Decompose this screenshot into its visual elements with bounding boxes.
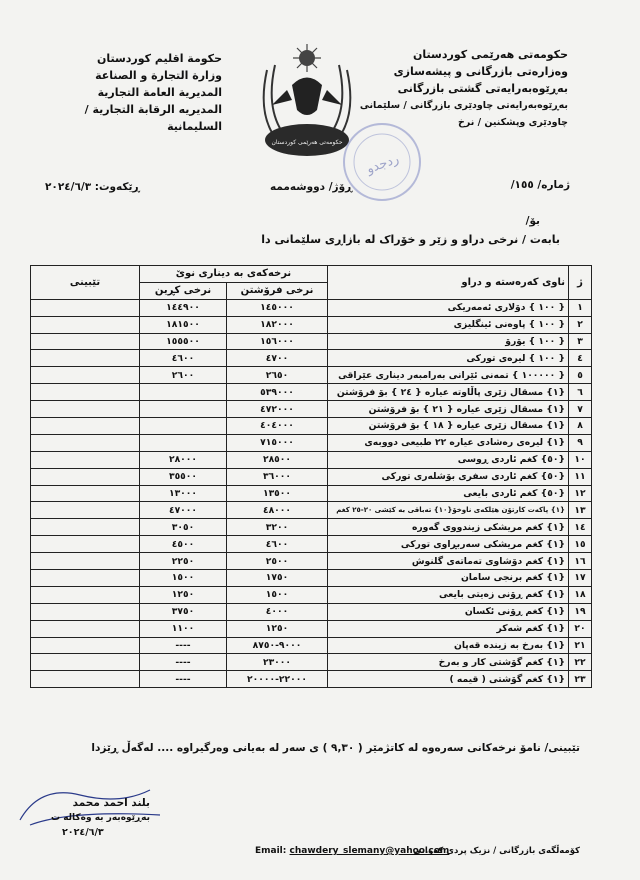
row-number: ٣ bbox=[569, 333, 592, 350]
row-buy-price: ٤٥٠٠ bbox=[140, 536, 227, 553]
row-sell-price: ٢٨٥٠٠ bbox=[227, 451, 328, 468]
row-buy-price: ---- bbox=[140, 671, 227, 688]
header-line: حكومەتی هەرێمی کوردستان bbox=[413, 48, 568, 61]
row-buy-price: ---- bbox=[140, 637, 227, 654]
row-sell-price: ١٥٠٠ bbox=[227, 586, 328, 603]
table-row bbox=[31, 620, 592, 637]
row-sell-price: ١٥٦٠٠٠ bbox=[227, 333, 328, 350]
row-number: ٢٣ bbox=[569, 671, 592, 688]
row-sell-price: ٣٢٠٠ bbox=[227, 519, 328, 536]
row-sell-price: ١٧٥٠ bbox=[227, 570, 328, 587]
row-number: ١٩ bbox=[569, 603, 592, 620]
table-row bbox=[31, 671, 592, 688]
row-sell-price: ٣٦٠٠٠ bbox=[227, 468, 328, 485]
row-item-name: {١} کغم گۆشتی ( قیمە ) bbox=[328, 671, 569, 688]
row-note bbox=[31, 434, 140, 451]
row-buy-price: ١٢٥٠ bbox=[140, 586, 227, 603]
row-note bbox=[31, 367, 140, 384]
row-buy-price bbox=[140, 401, 227, 418]
row-note bbox=[31, 553, 140, 570]
row-number: ٨ bbox=[569, 418, 592, 435]
row-sell-price: ٢٣٠٠٠ bbox=[227, 654, 328, 671]
row-buy-price: ١١٠٠ bbox=[140, 620, 227, 637]
row-item-name: {١} کغم برنجی سامان bbox=[328, 570, 569, 587]
table-row bbox=[31, 502, 592, 519]
footnote: تێبینی/ نامۆ نرخەکانی سەرەوە لە کاتژمێر ( ٩,٣٠ ) ی سەر لە بەیانی وەرگیراوە .... لەگەڵ ڕێزدا bbox=[91, 742, 580, 754]
footer-address: کۆمەڵگەی بازرگانی / نزیک پردی کەوانی bbox=[413, 846, 580, 856]
row-sell-price: ٢٢٠٠٠-٢٠٠٠٠ bbox=[227, 671, 328, 688]
row-note bbox=[31, 603, 140, 620]
row-item-name: {٥٠} کغم ئاردی بایعی bbox=[328, 485, 569, 502]
row-sell-price: ٩٠٠٠-٨٧٥٠ bbox=[227, 637, 328, 654]
row-buy-price bbox=[140, 434, 227, 451]
header-line: چاودێری وپشکنین / نرخ bbox=[457, 117, 568, 128]
row-item-name: {١} کغم گۆشتی کار و بەرخ bbox=[328, 654, 569, 671]
row-sell-price: ٧١٥٠٠٠ bbox=[227, 434, 328, 451]
row-note bbox=[31, 502, 140, 519]
header-line: المديريه الرقابة التجارية / السليمانية bbox=[84, 103, 222, 133]
row-note bbox=[31, 654, 140, 671]
signatory-title: بەڕێوەبەر بە وەکالە ت bbox=[51, 813, 150, 823]
table-row bbox=[31, 536, 592, 553]
table-row bbox=[31, 299, 592, 316]
row-item-name: {١} کغم شەکر bbox=[328, 620, 569, 637]
row-item-name: {١} کغم ڕۆنی زەیتی بایعی bbox=[328, 586, 569, 603]
row-number: ٤ bbox=[569, 350, 592, 367]
header-line: وزارة التجارة و الصناعة bbox=[95, 69, 222, 82]
row-number: ١١ bbox=[569, 468, 592, 485]
col-header-sell: نرخی فرۆشتن bbox=[227, 282, 328, 299]
col-header-no: ژ bbox=[569, 266, 592, 300]
row-number: ٥ bbox=[569, 367, 592, 384]
header-arabic-block bbox=[42, 50, 222, 135]
header-line: حكومة اقليم كوردستان bbox=[96, 52, 222, 65]
row-number: ١٠ bbox=[569, 451, 592, 468]
row-buy-price: ١٣٠٠٠ bbox=[140, 485, 227, 502]
row-item-name: { ١٠٠ } یۆرۆ bbox=[328, 333, 569, 350]
row-number: ١٢ bbox=[569, 485, 592, 502]
header-line: وەزارەتی بازرگانی و پیشەسازی bbox=[393, 65, 568, 78]
row-number: ١٥ bbox=[569, 536, 592, 553]
table-row bbox=[31, 333, 592, 350]
table-row bbox=[31, 603, 592, 620]
table-row bbox=[31, 468, 592, 485]
row-buy-price bbox=[140, 418, 227, 435]
row-item-name: {١} کغم ڕۆنی ئکسان bbox=[328, 603, 569, 620]
row-buy-price: ٣٠٥٠ bbox=[140, 519, 227, 536]
row-sell-price: ٤٨٠٠٠ bbox=[227, 502, 328, 519]
row-sell-price: ٤٠٠٠ bbox=[227, 603, 328, 620]
table-row bbox=[31, 519, 592, 536]
row-item-name: {١} مسقال زێری عیارە { ١٨ } بۆ فرۆشتن bbox=[328, 418, 569, 435]
row-item-name: { ١٠٠ } لیرەی تورکی bbox=[328, 350, 569, 367]
table-row bbox=[31, 586, 592, 603]
row-note bbox=[31, 418, 140, 435]
row-note bbox=[31, 316, 140, 333]
signatory-name: بلند احمد محمد bbox=[72, 797, 150, 809]
row-item-name: {١} مسقال زێری پاڵاوتە عیارە { ٢٤ } بۆ فرۆشتن bbox=[328, 384, 569, 401]
table-row bbox=[31, 350, 592, 367]
row-note bbox=[31, 519, 140, 536]
row-number: ٢ bbox=[569, 316, 592, 333]
subject-line: بابەت / نرخی دراو و زێر و خۆراک لە بازاڕی سلێمانی دا bbox=[261, 233, 560, 246]
header-line: المديرية العامة التجارية bbox=[97, 86, 222, 99]
row-item-name: {١} کغم دۆشاوی تەماتەی گلنوش bbox=[328, 553, 569, 570]
row-number: ١٤ bbox=[569, 519, 592, 536]
row-sell-price: ٤٧٠٠ bbox=[227, 350, 328, 367]
stamp-text: ردجدو bbox=[364, 151, 402, 178]
row-item-name: {١} پاکەت کارتۆن هێلکەی ناوخۆ{١٠} تەباقی بە کێشی ٢٠-٢٥ کغم bbox=[328, 502, 569, 519]
row-sell-price: ١٨٢٠٠٠ bbox=[227, 316, 328, 333]
header-line: بەڕێوەبەرایەتی چاودێری بازرگانی / سلێمانی bbox=[359, 100, 568, 111]
document-number: ژمارە/ ١٥٥/ bbox=[510, 179, 570, 191]
header-kurdish-block bbox=[348, 46, 568, 131]
row-note bbox=[31, 468, 140, 485]
row-buy-price: ٢٢٥٠ bbox=[140, 553, 227, 570]
row-number: ٦ bbox=[569, 384, 592, 401]
row-buy-price: ---- bbox=[140, 654, 227, 671]
row-note bbox=[31, 671, 140, 688]
row-note bbox=[31, 536, 140, 553]
row-sell-price: ٤٠٤٠٠٠ bbox=[227, 418, 328, 435]
row-number: ٢١ bbox=[569, 637, 592, 654]
col-header-price-group: نرخەکەی بە دیناری نوێ bbox=[140, 266, 328, 283]
table-row bbox=[31, 637, 592, 654]
row-item-name: {٥٠} کغم ئاردی سفری بۆشلەری تورکی bbox=[328, 468, 569, 485]
row-buy-price: ٤٦٠٠ bbox=[140, 350, 227, 367]
row-buy-price bbox=[140, 384, 227, 401]
table-row bbox=[31, 418, 592, 435]
row-number: ١٦ bbox=[569, 553, 592, 570]
row-buy-price: ٢٦٠٠ bbox=[140, 367, 227, 384]
row-note bbox=[31, 401, 140, 418]
row-sell-price: ٥٣٩٠٠٠ bbox=[227, 384, 328, 401]
row-number: ٩ bbox=[569, 434, 592, 451]
table-row bbox=[31, 384, 592, 401]
header-line: بەڕێوەبەرایەتی گشتی بازرگانی bbox=[397, 82, 568, 95]
emblem-caption: حكومەتی هەرێمی كوردستان bbox=[271, 139, 343, 146]
table-row bbox=[31, 367, 592, 384]
row-number: ٧ bbox=[569, 401, 592, 418]
row-note bbox=[31, 620, 140, 637]
row-buy-price: ١٥٥٥٠٠ bbox=[140, 333, 227, 350]
table-row bbox=[31, 654, 592, 671]
row-note bbox=[31, 570, 140, 587]
row-buy-price: ٣٥٥٠٠ bbox=[140, 468, 227, 485]
row-item-name: {٥٠} کغم ئاردی ڕوسی bbox=[328, 451, 569, 468]
row-number: ١٨ bbox=[569, 586, 592, 603]
row-buy-price: ١٨١٥٠٠ bbox=[140, 316, 227, 333]
table-row bbox=[31, 401, 592, 418]
row-number: ١٧ bbox=[569, 570, 592, 587]
table-row bbox=[31, 570, 592, 587]
row-sell-price: ٢٦٥٠ bbox=[227, 367, 328, 384]
row-sell-price: ٤٧٢٠٠٠ bbox=[227, 401, 328, 418]
table-row bbox=[31, 434, 592, 451]
row-item-name: {١} بەرخ بە زیندە قەپان bbox=[328, 637, 569, 654]
table-row bbox=[31, 485, 592, 502]
col-header-buy: نرخی کڕین bbox=[140, 282, 227, 299]
table-row bbox=[31, 553, 592, 570]
row-note bbox=[31, 586, 140, 603]
row-number: ٢٠ bbox=[569, 620, 592, 637]
row-sell-price: ١٤٥٠٠٠ bbox=[227, 299, 328, 316]
row-item-name: {١} کغم مریشکی سەربڕاوی تورکی bbox=[328, 536, 569, 553]
table-row bbox=[31, 316, 592, 333]
row-number: ١٣ bbox=[569, 502, 592, 519]
row-item-name: {١} کغم مریشکی زیندووی گەورە bbox=[328, 519, 569, 536]
row-number: ٢٢ bbox=[569, 654, 592, 671]
col-header-note: تێبینی bbox=[31, 266, 140, 300]
row-item-name: {١} مسقال زێری عیارە { ٢١ } بۆ فرۆشتن bbox=[328, 401, 569, 418]
row-note bbox=[31, 637, 140, 654]
row-item-name: { ١٠٠٠٠٠ } تمەنی ئێرانی بەرامبەر دیناری عێراقی bbox=[328, 367, 569, 384]
row-number: ١ bbox=[569, 299, 592, 316]
table-row bbox=[31, 451, 592, 468]
price-table bbox=[30, 265, 592, 688]
row-note bbox=[31, 384, 140, 401]
col-header-name: ناوی کەرەستە و دراو bbox=[328, 266, 569, 300]
row-buy-price: ٢٨٠٠٠ bbox=[140, 451, 227, 468]
row-note bbox=[31, 299, 140, 316]
row-item-name: {١} لیرەی رەشادی عیارە ٢٢ طبیعی دووبەی bbox=[328, 434, 569, 451]
row-note bbox=[31, 333, 140, 350]
row-sell-price: ٤٦٠٠ bbox=[227, 536, 328, 553]
row-note bbox=[31, 485, 140, 502]
row-item-name: { ١٠٠ } دۆلاری ئەمەریکی bbox=[328, 299, 569, 316]
email-link[interactable]: chawdery_slemany@yahoo.com bbox=[289, 846, 450, 856]
recipient-line: بۆ/ bbox=[525, 215, 540, 227]
row-buy-price: ١٥٠٠ bbox=[140, 570, 227, 587]
signature-date: ٢٠٢٤/٦/٣ bbox=[62, 827, 104, 838]
email-label: Email: bbox=[255, 846, 287, 856]
row-sell-price: ٢٥٠٠ bbox=[227, 553, 328, 570]
row-buy-price: ٤٧٠٠٠ bbox=[140, 502, 227, 519]
row-item-name: { ١٠٠ } پاوەنی ئینگلیزی bbox=[328, 316, 569, 333]
row-sell-price: ١٣٥٠٠ bbox=[227, 485, 328, 502]
document-date: ڕێکەوت: ٢٠٢٤/٦/٣ bbox=[45, 181, 140, 193]
row-buy-price: ١٤٤٩٠٠ bbox=[140, 299, 227, 316]
row-note bbox=[31, 451, 140, 468]
row-buy-price: ٣٧٥٠ bbox=[140, 603, 227, 620]
row-note bbox=[31, 350, 140, 367]
official-stamp bbox=[340, 120, 425, 205]
row-sell-price: ١٢٥٠ bbox=[227, 620, 328, 637]
document-day: ڕۆژ/ دووشەممە bbox=[270, 181, 353, 193]
